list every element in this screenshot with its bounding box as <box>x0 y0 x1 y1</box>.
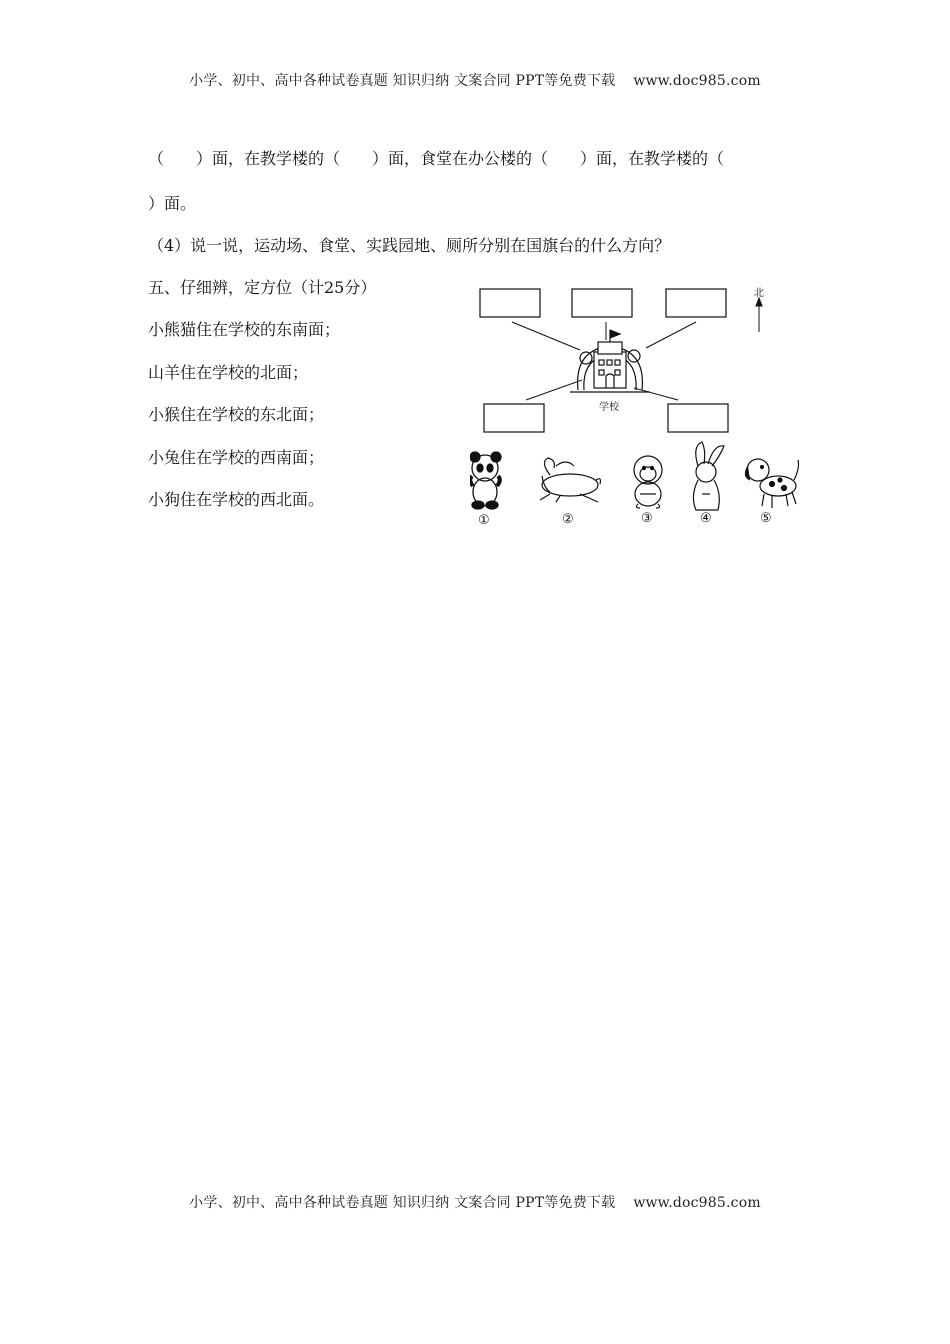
panda-icon <box>470 452 501 509</box>
answer-box-north <box>572 289 632 317</box>
statement-panda: 小熊猫住在学校的东南面； <box>148 320 341 339</box>
statement-goat: 山羊住在学校的北面； <box>148 363 309 382</box>
dog-icon <box>745 459 798 508</box>
answer-box-southwest <box>484 404 544 432</box>
direction-figure <box>470 280 810 540</box>
goat-icon <box>540 458 601 502</box>
school-label: 学校 <box>599 402 619 413</box>
header-text: 小学、初中、高中各种试卷真题 知识归纳 文案合同 PPT等免费下载 <box>189 73 616 89</box>
animal-number-5: ⑤ <box>760 511 772 526</box>
animal-number-2: ② <box>562 512 574 527</box>
school-icon <box>570 330 650 392</box>
question-line-2: ）面。 <box>148 194 197 213</box>
footer-site: www.doc985.com <box>633 1195 761 1211</box>
rabbit-icon <box>693 442 724 510</box>
answer-box-southeast <box>668 404 728 432</box>
north-label: 北 <box>754 288 764 299</box>
statement-dog: 小狗住在学校的西北面。 <box>148 490 325 509</box>
animal-number-4: ④ <box>700 511 712 526</box>
question-line-1: （ ）面，在教学楼的（ ）面，食堂在办公楼的（ ）面，在教学楼的（ <box>148 149 725 168</box>
animal-number-1: ① <box>478 513 490 528</box>
monkey-icon <box>634 456 662 508</box>
section-5-title: 五、仔细辨，定方位（计25分） <box>148 278 377 297</box>
page-footer <box>0 1192 950 1212</box>
footer-text: 小学、初中、高中各种试卷真题 知识归纳 文案合同 PPT等免费下载 <box>189 1195 616 1211</box>
direction-diagram <box>470 280 810 540</box>
animal-number-3: ③ <box>641 511 653 526</box>
statement-monkey: 小猴住在学校的东北面； <box>148 405 325 424</box>
page-header <box>0 70 950 90</box>
header-site: www.doc985.com <box>633 73 761 89</box>
answer-box-northeast <box>666 289 726 317</box>
question-item-4: （4）说一说，运动场、食堂、实践园地、厕所分别在国旗台的什么方向？ <box>148 236 671 255</box>
north-arrow-icon <box>756 298 762 332</box>
statement-rabbit: 小兔住在学校的西南面； <box>148 448 325 467</box>
answer-box-northwest <box>480 289 540 317</box>
